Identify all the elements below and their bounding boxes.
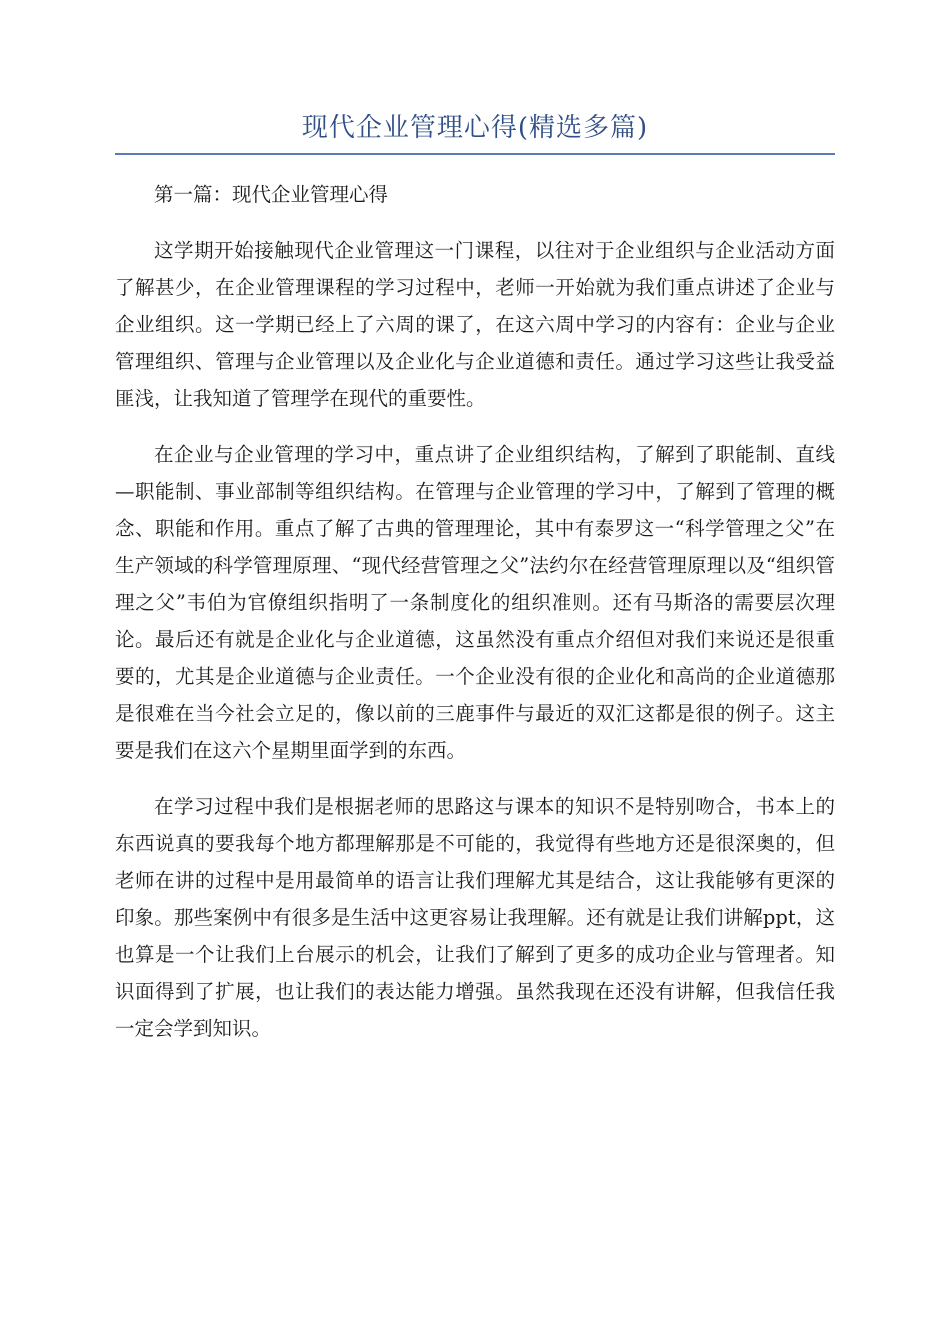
paragraph-2: 在企业与企业管理的学习中，重点讲了企业组织结构，了解到了职能制、直线—职能制、事业部制等组织结构。在管理与企业管理的学习中，了解到了管理的概念、职能和作用。重点了解了古典的管理理论，其中有泰罗这一“科学管理之父”在生产领域的科学管理原理、“现代经营管理之父”法约尔在经营管理原理以及“组织管理之父”韦伯为官僚组织指明了一条制度化的组织准则。还有马斯洛的需要层次理论。最后还有就是企业化与企业道德，这虽然没有重点介绍但对我们来说还是很重要的，尤其是企业道德与企业责任。一个企业没有很的企业化和高尚的企业道德那是很难在当今社会立足的，像以前的三鹿事件与最近的双汇这都是很的例子。这主要是我们在这六个星期里面学到的东西。: [115, 443, 835, 762]
document-title: 现代企业管理心得(精选多篇): [301, 113, 649, 143]
document-body: [115, 176, 835, 1066]
paragraph-3: 在学习过程中我们是根据老师的思路这与课本的知识不是特别吻合，书本上的东西说真的要我每个地方都理解那是不可能的，我觉得有些地方还是很深奥的，但老师在讲的过程中是用最简单的语言让我们理解尤其是结合，这让我能够有更深的印象。那些案例中有很多是生活中这更容易让我理解。还有就是让我们讲解ppt，这也算是一个让我们上台展示的机会，让我们了解到了更多的成功企业与管理者。知识面得到了扩展，也让我们的表达能力增强。虽然我现在还没有讲解，但我信任我一定会学到知识。: [115, 795, 835, 1040]
title-underline: [115, 153, 835, 155]
section-heading: 第一篇：现代企业管理心得: [154, 183, 389, 206]
paragraph-1: 这学期开始接触现代企业管理这一门课程，以往对于企业组织与企业活动方面了解甚少，在企业管理课程的学习过程中，老师一开始就为我们重点讲述了企业与企业组织。这一学期已经上了六周的课了，在这六周中学习的内容有：企业与企业管理组织、管理与企业管理以及企业化与企业道德和责任。通过学习这些让我受益匪浅，让我知道了管理学在现代的重要性。: [115, 239, 835, 410]
